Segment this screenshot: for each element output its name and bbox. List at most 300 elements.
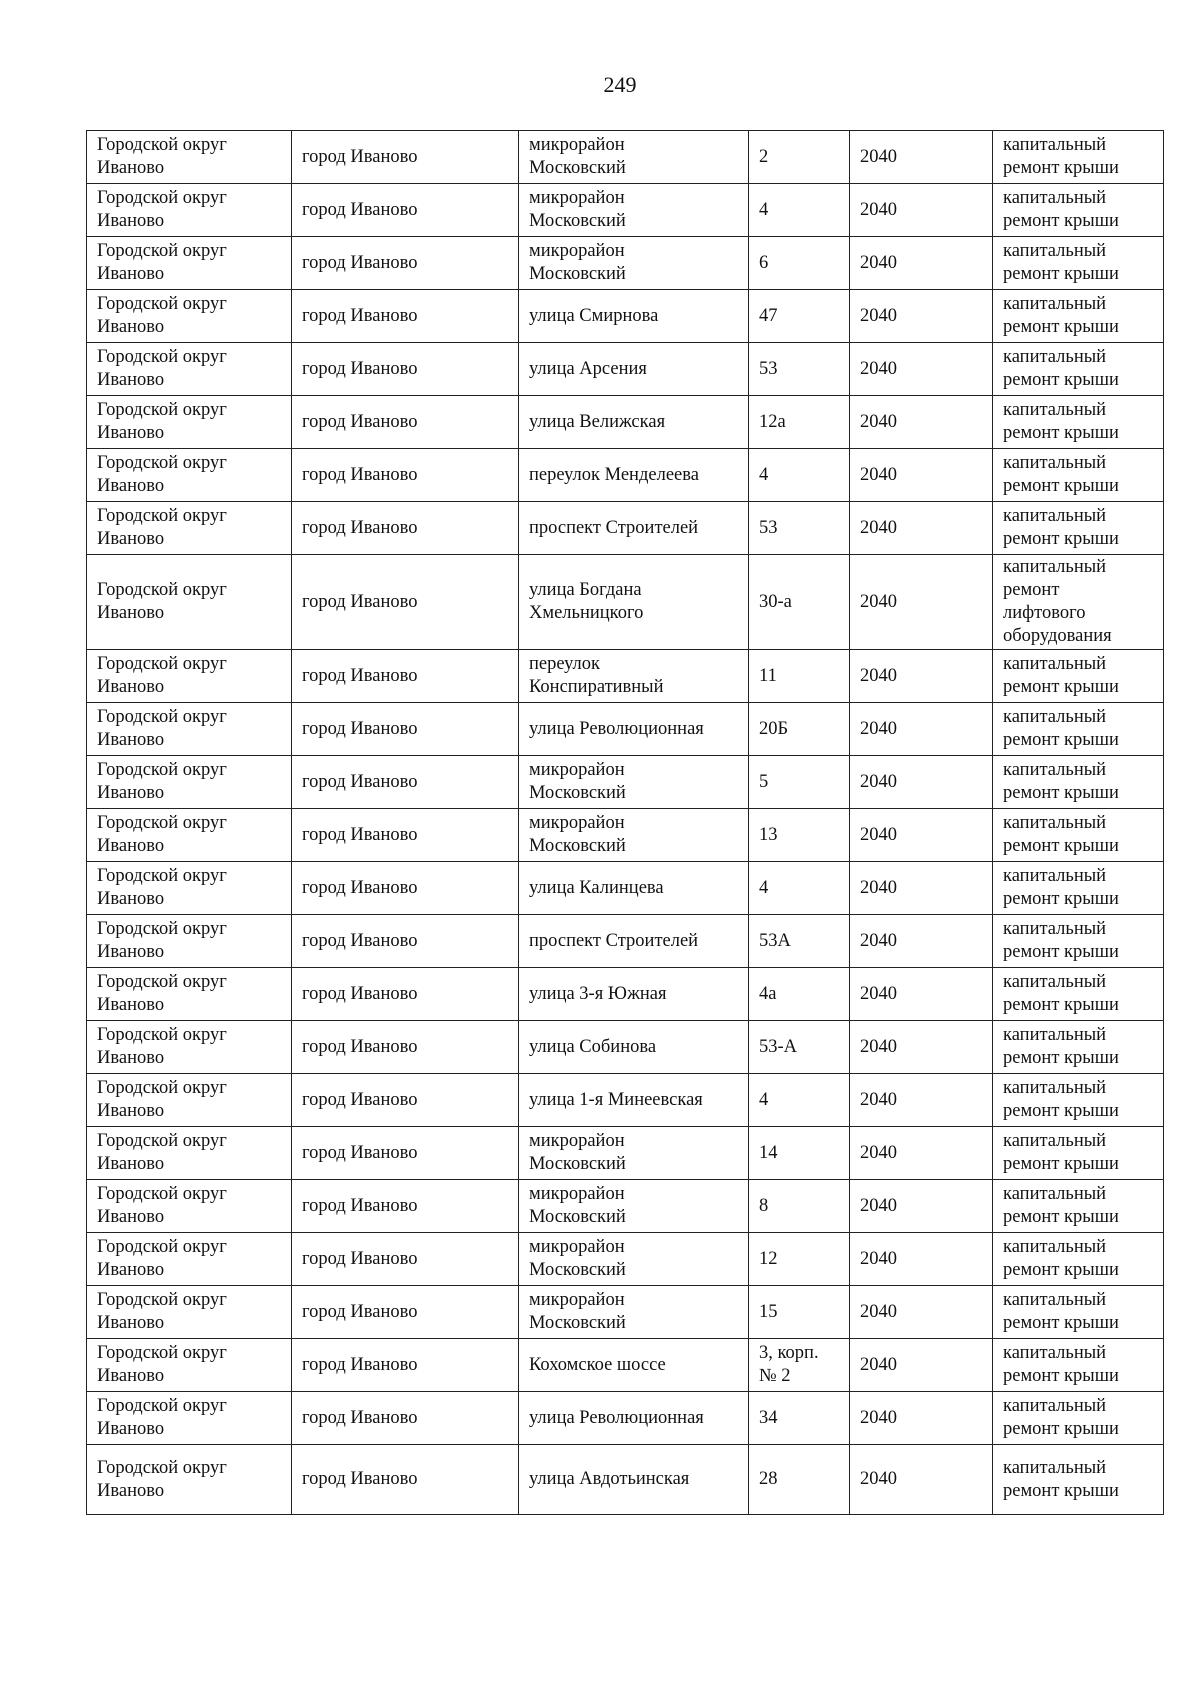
year-cell-text: 2040 (860, 146, 897, 167)
street-cell-text: переулок Конспиративный (529, 654, 664, 697)
year-cell-text: 2040 (860, 665, 897, 686)
house-number-cell-text: 53 (759, 517, 778, 538)
year-cell-text: 2040 (860, 517, 897, 538)
street-cell (519, 703, 749, 756)
house-number-cell (749, 1392, 850, 1445)
table-row (87, 449, 1164, 502)
year-cell (850, 237, 993, 290)
city-cell-text: город Иваново (302, 718, 418, 739)
house-number-cell (749, 131, 850, 184)
house-number-cell-text: 4а (759, 983, 777, 1004)
municipal-district-cell (87, 449, 292, 502)
year-cell (850, 343, 993, 396)
municipal-district-cell-text: Городской округ Иваново (97, 654, 227, 697)
municipal-district-cell-text: Городской округ Иваново (97, 707, 227, 750)
street-cell (519, 968, 749, 1021)
work-type-cell-text: капитальный ремонт крыши (1003, 1184, 1119, 1227)
year-cell (850, 1233, 993, 1286)
house-number-cell-text: 4 (759, 1089, 769, 1110)
table-row (87, 703, 1164, 756)
work-type-cell-text: капитальный ремонт крыши (1003, 919, 1119, 962)
work-type-cell (993, 968, 1164, 1021)
municipal-district-cell (87, 703, 292, 756)
year-cell (850, 290, 993, 343)
house-number-cell-text: 6 (759, 252, 769, 273)
city-cell-text: город Иваново (302, 1354, 418, 1375)
year-cell (850, 703, 993, 756)
house-number-cell (749, 555, 850, 650)
street-cell (519, 237, 749, 290)
municipal-district-cell (87, 237, 292, 290)
city-cell-text: город Иваново (302, 1089, 418, 1110)
table-row (87, 1233, 1164, 1286)
table-row (87, 502, 1164, 555)
street-cell-text: проспект Строителей (529, 517, 699, 538)
house-number-cell-text: 15 (759, 1301, 778, 1322)
house-number-cell-text: 2 (759, 146, 769, 167)
house-number-cell-text: 4 (759, 199, 769, 220)
house-number-cell-text: 53-А (759, 1036, 798, 1057)
street-cell (519, 1286, 749, 1339)
street-cell-text: проспект Строителей (529, 930, 699, 951)
street-cell (519, 290, 749, 343)
table-row (87, 1127, 1164, 1180)
capital-repair-table (86, 130, 1164, 1515)
city-cell-text: город Иваново (302, 1301, 418, 1322)
table-row (87, 809, 1164, 862)
municipal-district-cell (87, 1339, 292, 1392)
city-cell (292, 1445, 519, 1515)
house-number-cell (749, 809, 850, 862)
municipal-district-cell (87, 968, 292, 1021)
city-cell (292, 968, 519, 1021)
municipal-district-cell-text: Городской округ Иваново (97, 294, 227, 337)
year-cell-text: 2040 (860, 1036, 897, 1057)
municipal-district-cell-text: Городской округ Иваново (97, 866, 227, 909)
municipal-district-cell (87, 1286, 292, 1339)
year-cell (850, 1180, 993, 1233)
year-cell-text: 2040 (860, 1469, 897, 1489)
table-row (87, 756, 1164, 809)
municipal-district-cell-text: Городской округ Иваново (97, 400, 227, 443)
year-cell-text: 2040 (860, 1195, 897, 1216)
city-cell (292, 862, 519, 915)
house-number-cell (749, 1127, 850, 1180)
street-cell (519, 1127, 749, 1180)
page-number: 249 (603, 72, 637, 97)
house-number-cell (749, 1339, 850, 1392)
work-type-cell (993, 1233, 1164, 1286)
municipal-district-cell-text: Городской округ Иваново (97, 1457, 227, 1501)
work-type-cell (993, 1021, 1164, 1074)
work-type-cell (993, 809, 1164, 862)
city-cell-text: город Иваново (302, 305, 418, 326)
municipal-district-cell-text: Городской округ Иваново (97, 188, 227, 231)
city-cell (292, 1180, 519, 1233)
municipal-district-cell (87, 1127, 292, 1180)
table-row (87, 1445, 1164, 1515)
house-number-cell-text: 5 (759, 771, 769, 792)
year-cell-text: 2040 (860, 411, 897, 432)
street-cell (519, 1392, 749, 1445)
city-cell (292, 1286, 519, 1339)
table-row (87, 1392, 1164, 1445)
year-cell-text: 2040 (860, 877, 897, 898)
city-cell-text: город Иваново (302, 877, 418, 898)
house-number-cell (749, 968, 850, 1021)
municipal-district-cell (87, 862, 292, 915)
city-cell-text: город Иваново (302, 146, 418, 167)
municipal-district-cell-text: Городской округ Иваново (97, 813, 227, 856)
municipal-district-cell (87, 502, 292, 555)
street-cell (519, 131, 749, 184)
year-cell-text: 2040 (860, 983, 897, 1004)
year-cell (850, 650, 993, 703)
municipal-district-cell-text: Городской округ Иваново (97, 580, 227, 623)
street-cell-text: улица Революционная (529, 1407, 704, 1428)
municipal-district-cell (87, 1021, 292, 1074)
year-cell-text: 2040 (860, 1142, 897, 1163)
street-cell-text: микрорайон Московский (529, 1184, 626, 1227)
table-body (87, 131, 1164, 1515)
street-cell-text: Кохомское шоссе (529, 1354, 666, 1375)
city-cell-text: город Иваново (302, 1142, 418, 1163)
house-number-cell-text: 3, корп. № 2 (759, 1343, 819, 1386)
year-cell (850, 131, 993, 184)
street-cell (519, 650, 749, 703)
year-cell (850, 396, 993, 449)
house-number-cell (749, 290, 850, 343)
house-number-cell (749, 343, 850, 396)
year-cell (850, 1074, 993, 1127)
table-row (87, 131, 1164, 184)
house-number-cell (749, 915, 850, 968)
work-type-cell-text: капитальный ремонт крыши (1003, 1396, 1119, 1439)
street-cell-text: улица Авдотьинская (529, 1469, 690, 1489)
city-cell (292, 809, 519, 862)
street-cell-text: улица 3-я Южная (529, 983, 667, 1004)
city-cell-text: город Иваново (302, 199, 418, 220)
house-number-cell-text: 30-а (759, 591, 792, 612)
street-cell (519, 1445, 749, 1515)
city-cell (292, 756, 519, 809)
table-row (87, 290, 1164, 343)
work-type-cell (993, 862, 1164, 915)
street-cell-text: улица Арсения (529, 358, 647, 379)
street-cell (519, 555, 749, 650)
municipal-district-cell-text: Городской округ Иваново (97, 919, 227, 962)
table-row (87, 1286, 1164, 1339)
work-type-cell-text: капитальный ремонт крыши (1003, 347, 1119, 390)
house-number-cell-text: 14 (759, 1142, 778, 1163)
house-number-cell-text: 53 (759, 358, 778, 379)
city-cell-text: город Иваново (302, 665, 418, 686)
table-row (87, 184, 1164, 237)
table-row (87, 1021, 1164, 1074)
city-cell (292, 1127, 519, 1180)
street-cell (519, 862, 749, 915)
street-cell-text: микрорайон Московский (529, 760, 626, 803)
work-type-cell-text: капитальный ремонт крыши (1003, 813, 1119, 856)
work-type-cell (993, 449, 1164, 502)
city-cell (292, 184, 519, 237)
municipal-district-cell-text: Городской округ Иваново (97, 1237, 227, 1280)
municipal-district-cell (87, 809, 292, 862)
work-type-cell (993, 237, 1164, 290)
work-type-cell (993, 1392, 1164, 1445)
work-type-cell-text: капитальный ремонт крыши (1003, 1131, 1119, 1174)
work-type-cell (993, 131, 1164, 184)
street-cell (519, 1339, 749, 1392)
municipal-district-cell (87, 396, 292, 449)
year-cell-text: 2040 (860, 718, 897, 739)
table-row (87, 1074, 1164, 1127)
work-type-cell (993, 555, 1164, 650)
work-type-cell (993, 290, 1164, 343)
house-number-cell (749, 449, 850, 502)
city-cell (292, 237, 519, 290)
work-type-cell-text: капитальный ремонт крыши (1003, 1290, 1119, 1333)
work-type-cell-text: капитальный ремонт крыши (1003, 972, 1119, 1015)
year-cell-text: 2040 (860, 1248, 897, 1269)
year-cell-text: 2040 (860, 1354, 897, 1375)
work-type-cell-text: капитальный ремонт крыши (1003, 1343, 1119, 1386)
municipal-district-cell (87, 756, 292, 809)
house-number-cell-text: 12 (759, 1248, 778, 1269)
work-type-cell (993, 915, 1164, 968)
city-cell (292, 290, 519, 343)
year-cell (850, 555, 993, 650)
city-cell-text: город Иваново (302, 771, 418, 792)
work-type-cell-text: капитальный ремонт крыши (1003, 188, 1119, 231)
city-cell-text: город Иваново (302, 1248, 418, 1269)
street-cell (519, 502, 749, 555)
house-number-cell-text: 4 (759, 464, 769, 485)
house-number-cell (749, 862, 850, 915)
municipal-district-cell-text: Городской округ Иваново (97, 972, 227, 1015)
street-cell (519, 184, 749, 237)
municipal-district-cell (87, 131, 292, 184)
house-number-cell (749, 1021, 850, 1074)
table-row (87, 968, 1164, 1021)
municipal-district-cell-text: Городской округ Иваново (97, 1396, 227, 1439)
table-row (87, 1180, 1164, 1233)
work-type-cell-text: капитальный ремонт крыши (1003, 453, 1119, 496)
house-number-cell-text: 8 (759, 1195, 769, 1216)
municipal-district-cell-text: Городской округ Иваново (97, 135, 227, 178)
city-cell (292, 915, 519, 968)
house-number-cell (749, 756, 850, 809)
municipal-district-cell-text: Городской округ Иваново (97, 760, 227, 803)
work-type-cell-text: капитальный ремонт крыши (1003, 294, 1119, 337)
city-cell-text: город Иваново (302, 411, 418, 432)
municipal-district-cell (87, 343, 292, 396)
city-cell-text: город Иваново (302, 358, 418, 379)
house-number-cell (749, 184, 850, 237)
municipal-district-cell-text: Городской округ Иваново (97, 506, 227, 549)
year-cell-text: 2040 (860, 771, 897, 792)
year-cell (850, 1127, 993, 1180)
street-cell (519, 1233, 749, 1286)
table-row (87, 1339, 1164, 1392)
work-type-cell (993, 650, 1164, 703)
work-type-cell-text: капитальный ремонт крыши (1003, 654, 1119, 697)
house-number-cell (749, 1233, 850, 1286)
municipal-district-cell-text: Городской округ Иваново (97, 1290, 227, 1333)
city-cell (292, 1074, 519, 1127)
year-cell (850, 756, 993, 809)
year-cell (850, 862, 993, 915)
work-type-cell (993, 1286, 1164, 1339)
work-type-cell (993, 756, 1164, 809)
municipal-district-cell (87, 650, 292, 703)
city-cell (292, 1021, 519, 1074)
table-row (87, 862, 1164, 915)
street-cell-text: улица Велижская (529, 411, 666, 432)
city-cell-text: город Иваново (302, 1036, 418, 1057)
city-cell (292, 502, 519, 555)
work-type-cell-text: капитальный ремонт крыши (1003, 760, 1119, 803)
house-number-cell-text: 47 (759, 305, 778, 326)
street-cell (519, 1021, 749, 1074)
year-cell-text: 2040 (860, 358, 897, 379)
city-cell (292, 343, 519, 396)
house-number-cell-text: 12а (759, 411, 786, 432)
city-cell-text: город Иваново (302, 1195, 418, 1216)
table-row (87, 237, 1164, 290)
year-cell (850, 1392, 993, 1445)
table-row (87, 650, 1164, 703)
municipal-district-cell-text: Городской округ Иваново (97, 1131, 227, 1174)
street-cell (519, 396, 749, 449)
street-cell-text: переулок Менделеева (529, 464, 699, 485)
year-cell-text: 2040 (860, 252, 897, 273)
table-row (87, 555, 1164, 650)
work-type-cell-text: капитальный ремонт крыши (1003, 1237, 1119, 1280)
year-cell (850, 502, 993, 555)
city-cell (292, 555, 519, 650)
street-cell-text: улица Богдана Хмельницкого (529, 580, 644, 623)
work-type-cell-text: капитальный ремонт лифтового оборудования (1003, 557, 1112, 646)
municipal-district-cell-text: Городской округ Иваново (97, 347, 227, 390)
municipal-district-cell (87, 555, 292, 650)
city-cell-text: город Иваново (302, 464, 418, 485)
street-cell-text: микрорайон Московский (529, 135, 626, 178)
city-cell-text: город Иваново (302, 517, 418, 538)
municipal-district-cell (87, 1233, 292, 1286)
work-type-cell-text: капитальный ремонт крыши (1003, 400, 1119, 443)
city-cell (292, 449, 519, 502)
year-cell-text: 2040 (860, 1089, 897, 1110)
table-row (87, 396, 1164, 449)
work-type-cell (993, 703, 1164, 756)
house-number-cell-text: 4 (759, 877, 769, 898)
table-row (87, 343, 1164, 396)
city-cell-text: город Иваново (302, 252, 418, 273)
year-cell (850, 184, 993, 237)
work-type-cell-text: капитальный ремонт крыши (1003, 241, 1119, 284)
year-cell (850, 1339, 993, 1392)
municipal-district-cell-text: Городской округ Иваново (97, 1078, 227, 1121)
municipal-district-cell (87, 915, 292, 968)
work-type-cell-text: капитальный ремонт крыши (1003, 1457, 1119, 1501)
municipal-district-cell (87, 1074, 292, 1127)
municipal-district-cell (87, 184, 292, 237)
house-number-cell (749, 1074, 850, 1127)
work-type-cell (993, 396, 1164, 449)
street-cell (519, 809, 749, 862)
city-cell (292, 1339, 519, 1392)
city-cell-text: город Иваново (302, 824, 418, 845)
city-cell (292, 1392, 519, 1445)
work-type-cell (993, 184, 1164, 237)
year-cell-text: 2040 (860, 1407, 897, 1428)
city-cell (292, 650, 519, 703)
street-cell (519, 756, 749, 809)
work-type-cell (993, 1180, 1164, 1233)
house-number-cell-text: 34 (759, 1407, 778, 1428)
street-cell-text: улица 1-я Минеевская (529, 1089, 703, 1110)
year-cell (850, 968, 993, 1021)
house-number-cell-text: 53А (759, 930, 791, 951)
house-number-cell-text: 28 (759, 1469, 778, 1489)
year-cell-text: 2040 (860, 824, 897, 845)
city-cell-text: город Иваново (302, 1407, 418, 1428)
year-cell (850, 809, 993, 862)
house-number-cell (749, 650, 850, 703)
work-type-cell (993, 343, 1164, 396)
street-cell-text: микрорайон Московский (529, 813, 626, 856)
municipal-district-cell (87, 290, 292, 343)
house-number-cell-text: 20Б (759, 718, 789, 739)
street-cell (519, 915, 749, 968)
municipal-district-cell-text: Городской округ Иваново (97, 453, 227, 496)
street-cell (519, 343, 749, 396)
work-type-cell-text: капитальный ремонт крыши (1003, 866, 1119, 909)
work-type-cell (993, 502, 1164, 555)
city-cell (292, 1233, 519, 1286)
street-cell-text: улица Калинцева (529, 877, 664, 898)
year-cell (850, 1021, 993, 1074)
work-type-cell (993, 1127, 1164, 1180)
street-cell-text: микрорайон Московский (529, 1237, 626, 1280)
city-cell (292, 396, 519, 449)
work-type-cell (993, 1445, 1164, 1515)
house-number-cell (749, 1286, 850, 1339)
street-cell-text: улица Собинова (529, 1036, 657, 1057)
house-number-cell (749, 502, 850, 555)
street-cell-text: микрорайон Московский (529, 1290, 626, 1333)
city-cell-text: город Иваново (302, 1469, 418, 1489)
work-type-cell-text: капитальный ремонт крыши (1003, 1025, 1119, 1068)
work-type-cell-text: капитальный ремонт крыши (1003, 1078, 1119, 1121)
table-row (87, 915, 1164, 968)
municipal-district-cell-text: Городской округ Иваново (97, 241, 227, 284)
work-type-cell-text: капитальный ремонт крыши (1003, 135, 1119, 178)
city-cell-text: город Иваново (302, 983, 418, 1004)
year-cell (850, 915, 993, 968)
city-cell-text: город Иваново (302, 591, 418, 612)
municipal-district-cell-text: Городской округ Иваново (97, 1025, 227, 1068)
street-cell (519, 449, 749, 502)
year-cell-text: 2040 (860, 1301, 897, 1322)
street-cell-text: улица Революционная (529, 718, 704, 739)
year-cell-text: 2040 (860, 591, 897, 612)
house-number-cell (749, 237, 850, 290)
city-cell-text: город Иваново (302, 930, 418, 951)
year-cell-text: 2040 (860, 305, 897, 326)
municipal-district-cell (87, 1392, 292, 1445)
